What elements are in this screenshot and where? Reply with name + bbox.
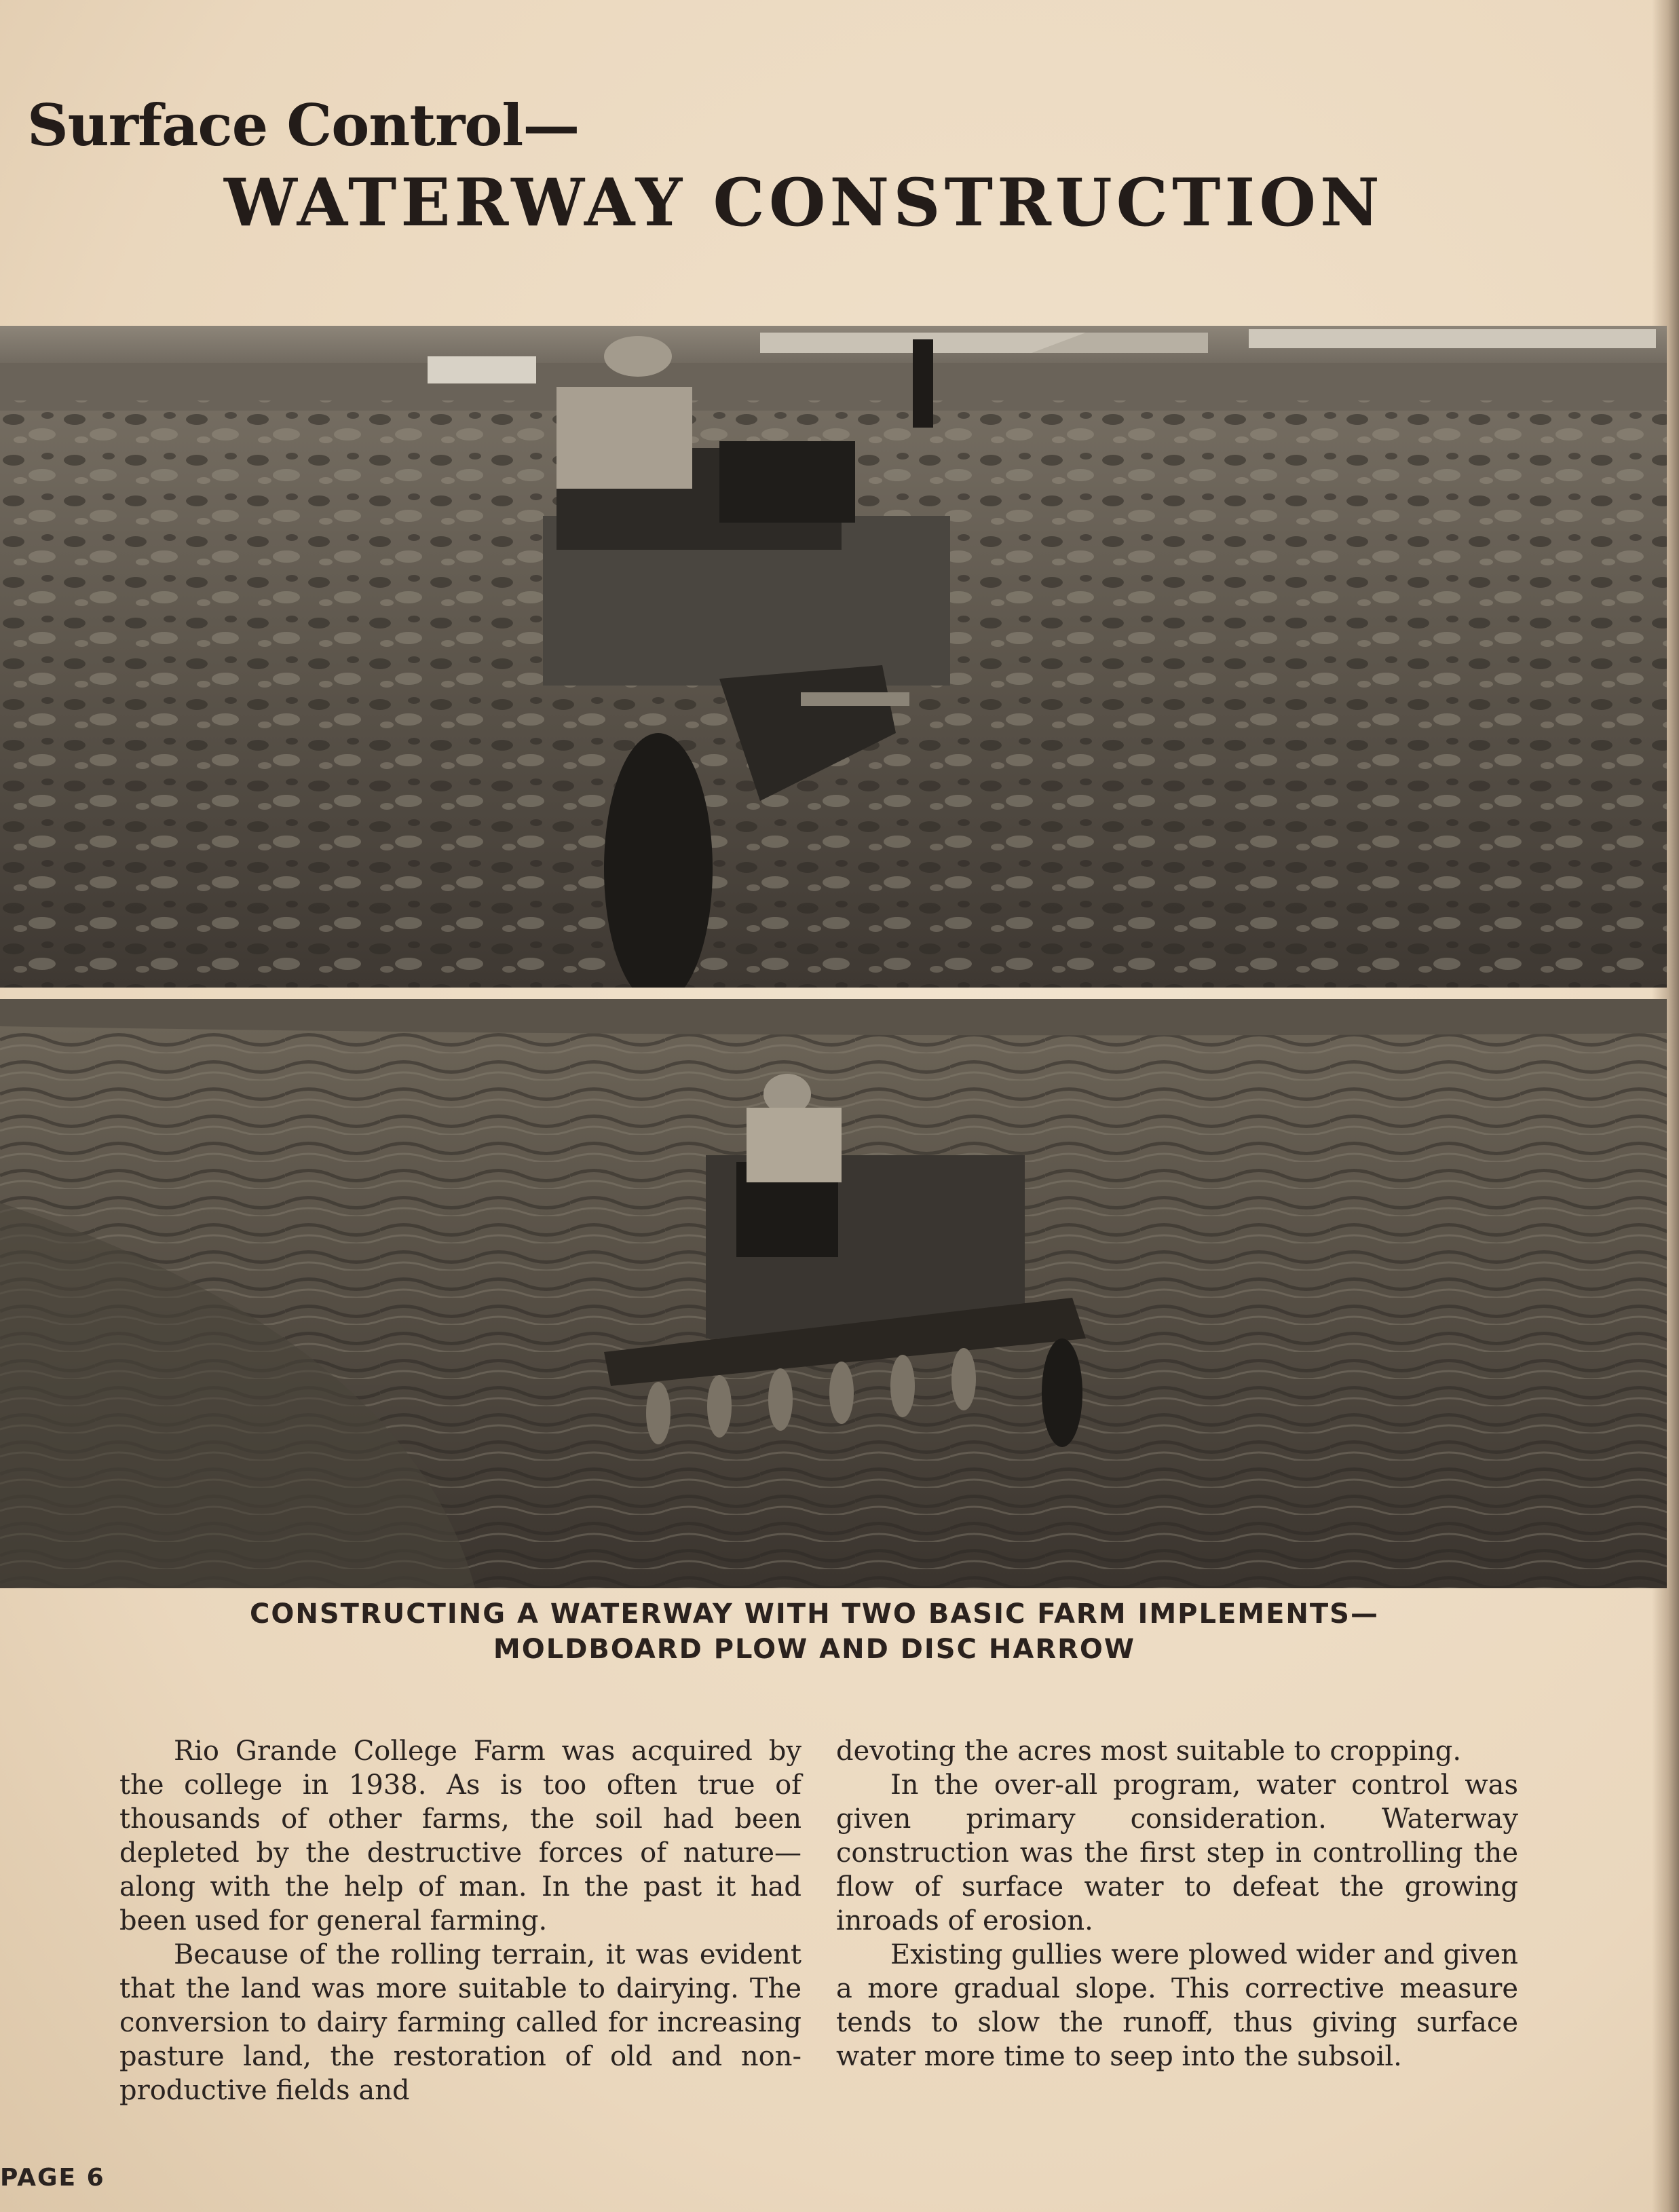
body-paragraph: Existing gullies were plowed wider and given a more gradual slope. This corrective measure tends to slow the runoff, thus giving surface water more time to seep into the subsoil. <box>836 1939 1518 2072</box>
body-paragraph: Rio Grande College Farm was acquired by the college in 1938. As is too often true of thousands of other farms, the soil had been depleted by the destructive forces of nature—along with the help of man. In the past it had been used for general farming. <box>119 1736 801 1936</box>
section-kicker: Surface Control— <box>27 92 580 159</box>
photo-caption-line-1: CONSTRUCTING A WATERWAY WITH TWO BASIC FARM IMPLEMENTS— <box>250 1598 1379 1630</box>
photo-disc-harrow-image <box>0 999 1667 1588</box>
photo-disc-harrow <box>0 999 1667 1588</box>
body-paragraph: In the over-all program, water control was given primary consideration. Waterway construction was the first step in controlling the flow of surface water to defeat the growing inroads of erosion. <box>836 1769 1518 1936</box>
body-paragraph: Because of the rolling terrain, it was evident that the land was more suitable to dairying. The conversion to dairy farming called for increasing pasture land, the restoration of old and non-productive fields and <box>119 1939 801 2106</box>
body-column-left <box>119 1734 801 2107</box>
page-number: PAGE 6 <box>0 2164 105 2192</box>
photo-moldboard-plow-image <box>0 326 1667 988</box>
body-paragraph-continued: devoting the acres most suitable to cropping. <box>836 1736 1462 1767</box>
photo-moldboard-plow <box>0 326 1667 988</box>
body-column-right <box>836 1734 1518 2074</box>
photo-caption <box>0 1596 1629 1667</box>
photo-caption-line-2: MOLDBOARD PLOW AND DISC HARROW <box>493 1634 1136 1665</box>
page-title: WATERWAY CONSTRUCTION <box>224 164 1384 241</box>
